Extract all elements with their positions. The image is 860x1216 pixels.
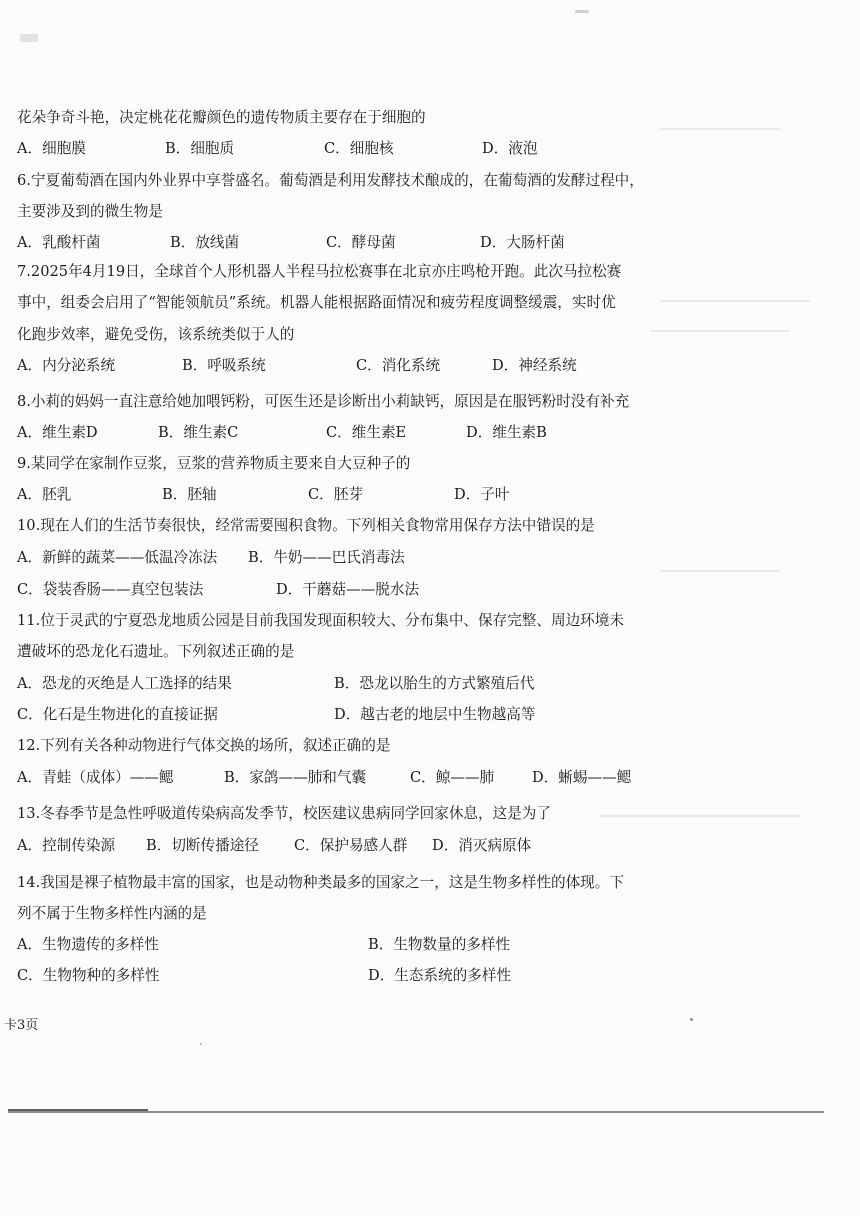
option-d: D．越古老的地层中生物越高等: [334, 706, 536, 723]
option-c: C．酵母菌: [326, 234, 396, 251]
page-number: 卡3页: [4, 1018, 39, 1033]
option-c: C．维生素E: [326, 424, 407, 441]
option-c: C．鲸——肺: [410, 769, 495, 786]
option-d: D．蜥蜴——鳃: [532, 769, 632, 786]
scan-speck: [200, 1043, 202, 1045]
option-d: D．神经系统: [492, 357, 577, 374]
bleed-through: [650, 330, 790, 332]
option-c: C．化石是生物进化的直接证据: [17, 706, 218, 723]
bleed-through: [660, 128, 780, 130]
option-d: D．液泡: [482, 140, 538, 157]
option-b: B．细胞质: [165, 140, 235, 157]
option-c: C．袋装香肠——真空包装法: [17, 581, 204, 598]
scan-edge-line: [8, 1111, 824, 1113]
option-b: B．恐龙以胎生的方式繁殖后代: [334, 675, 535, 692]
bleed-through: [660, 300, 810, 302]
question-9-text: 9.某同学在家制作豆浆，豆浆的营养物质主要来自大豆种子的: [17, 455, 411, 472]
option-a: A．生物遗传的多样性: [17, 936, 159, 953]
option-b: B．呼吸系统: [182, 357, 266, 374]
question-13-text: 13.冬春季节是急性呼吸道传染病高发季节，校医建议患病同学回家休息，这是为了: [17, 805, 551, 822]
question-6-text: 6.宁夏葡萄酒在国内外业界中享誉盛名。葡萄酒是利用发酵技术酿成的，在葡萄酒的发酵过程中，: [17, 172, 644, 189]
question-11-text: 11.位于灵武的宁夏恐龙地质公园是目前我国发现面积较大、分布集中、保存完整、周边环境未: [17, 612, 624, 629]
option-b: B．切断传播途径: [146, 837, 259, 854]
option-b: B．放线菌: [170, 234, 240, 251]
option-b: B．家鸽——肺和气囊: [224, 769, 367, 786]
option-d: D．大肠杆菌: [480, 234, 565, 251]
question-11-text: 遭破坏的恐龙化石遗址。下列叙述正确的是: [17, 643, 295, 660]
question-7-text: 事中，组委会启用了“智能领航员”系统。机器人能根据路面情况和疲劳程度调整缓震，实时优: [17, 294, 616, 311]
scan-speck: [20, 34, 38, 42]
question-14-text: 列不属于生物多样性内涵的是: [17, 905, 207, 922]
question-10-text: 10.现在人们的生活节奏很快，经常需要囤积食物。下列相关食物常用保存方法中错误的是: [17, 517, 595, 534]
option-a: A．乳酸杆菌: [17, 234, 101, 251]
option-a: A．胚乳: [17, 486, 72, 503]
question-8-text: 8.小莉的妈妈一直注意给她加喂钙粉，可医生还是诊断出小莉缺钙，原因是在服钙粉时没有补充: [17, 393, 630, 410]
option-a: A．新鲜的蔬菜——低温冷冻法: [17, 549, 218, 566]
scan-speck: [690, 1018, 693, 1021]
scan-speck: [575, 10, 589, 13]
bleed-through: [600, 815, 800, 817]
question-text: 花朵争奇斗艳，决定桃花花瓣颜色的遗传物质主要存在于细胞的: [17, 109, 426, 126]
question-14-text: 14.我国是裸子植物最丰富的国家，也是动物种类最多的国家之一，这是生物多样性的体现。下: [17, 874, 624, 891]
option-b: B．胚轴: [162, 486, 217, 503]
option-c: C．保护易感人群: [294, 837, 408, 854]
option-d: D．生态系统的多样性: [368, 967, 512, 984]
option-b: B．维生素C: [158, 424, 239, 441]
option-c: C．胚芽: [308, 486, 363, 503]
question-7-text: 7.2025年4月19日，全球首个人形机器人半程马拉松赛事在北京亦庄鸣枪开跑。此次马拉松赛: [17, 263, 622, 280]
option-d: D．干蘑菇——脱水法: [276, 581, 420, 598]
option-a: A．控制传染源: [17, 837, 116, 854]
option-c: C．生物物种的多样性: [17, 967, 160, 984]
option-a: A．细胞膜: [17, 140, 86, 157]
option-a: A．内分泌系统: [17, 357, 116, 374]
option-d: D．子叶: [454, 486, 510, 503]
question-6-text: 主要涉及到的微生物是: [17, 203, 163, 220]
option-a: A．维生素D: [17, 424, 98, 441]
option-d: D．消灭病原体: [432, 837, 532, 854]
question-7-text: 化跑步效率，避免受伤，该系统类似于人的: [17, 326, 295, 343]
option-c: C．消化系统: [356, 357, 441, 374]
option-b: B．生物数量的多样性: [368, 936, 511, 953]
question-12-text: 12.下列有关各种动物进行气体交换的场所，叙述正确的是: [17, 737, 391, 754]
option-a: A．恐龙的灭绝是人工选择的结果: [17, 675, 232, 692]
option-a: A．青蛙（成体）——鳃: [17, 769, 174, 786]
bleed-through: [660, 570, 780, 572]
option-c: C．细胞核: [324, 140, 394, 157]
option-b: B．牛奶——巴氏消毒法: [248, 549, 405, 566]
option-d: D．维生素B: [466, 424, 547, 441]
